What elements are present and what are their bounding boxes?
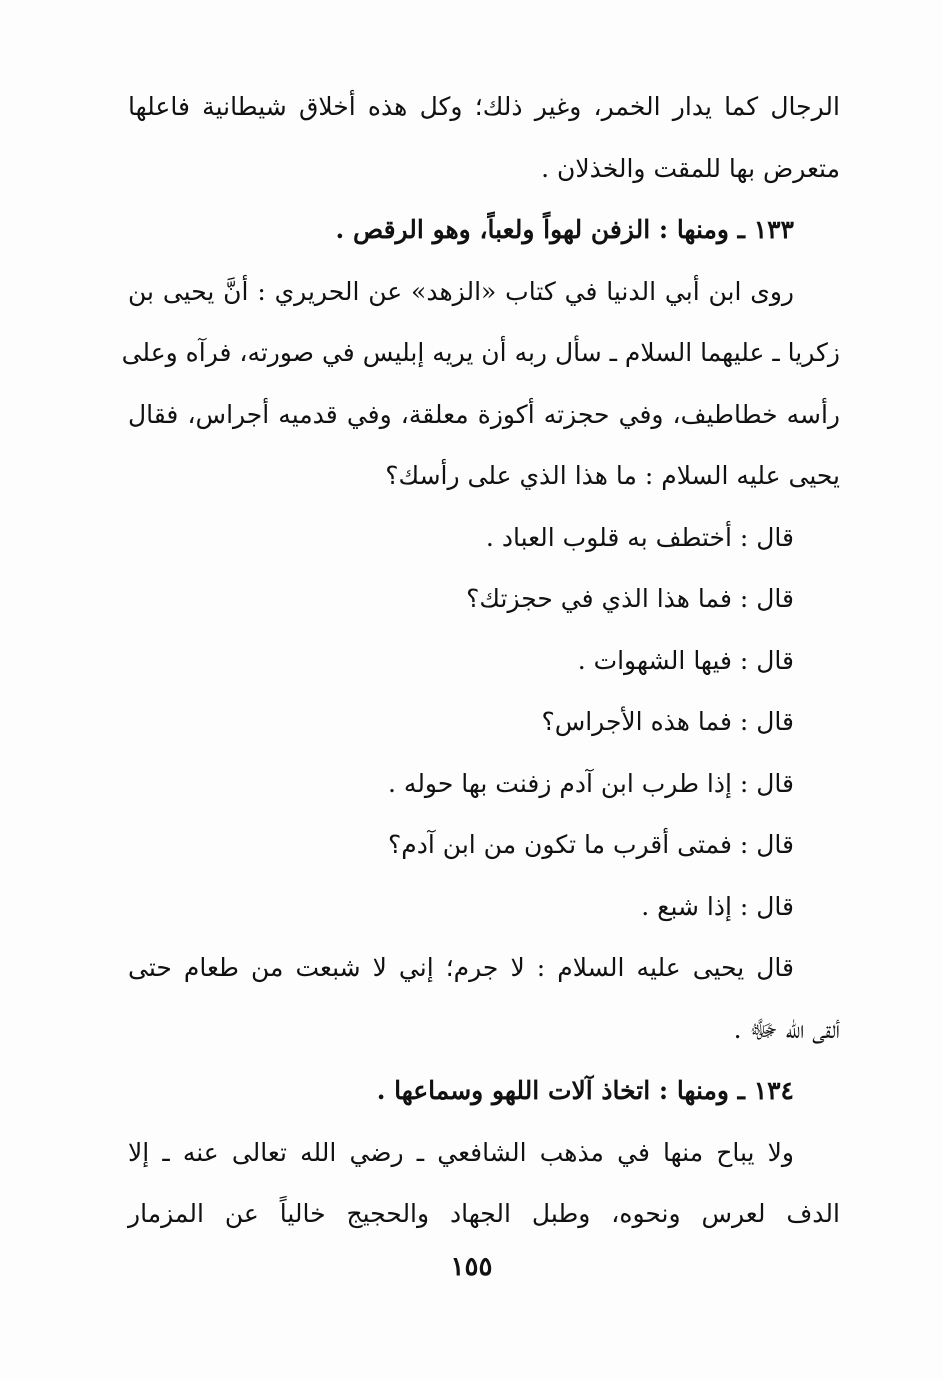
paragraph-line: يحيى عليه السلام : ما هذا الذي على رأسك؟ xyxy=(385,461,840,490)
paragraph-line: زكريا ـ عليهما السلام ـ سأل ربه أن يريه إبليس في صورته، فرآه وعلى xyxy=(121,338,840,367)
body-text xyxy=(121,76,840,1245)
paragraph-line: قال يحيى عليه السلام : لا جرم؛ إني لا شبعت من طعام حتى xyxy=(128,953,794,982)
dialog-line: قال : إذا شبع . xyxy=(641,891,794,921)
paragraph-line: رأسه خطاطيف، وفي حجزته أكوزة معلقة، وفي قدميه أجراس، فقال xyxy=(128,399,840,429)
dialog-line: قال : فمتى أقرب ما تكون من ابن آدم؟ xyxy=(388,830,794,859)
dialog-line: قال : فيها الشهوات . xyxy=(577,645,794,675)
paragraph-line: ألقى الله ﷻ . xyxy=(733,1014,840,1044)
dialog-line: قال : فما هذا الذي في حجزتك؟ xyxy=(466,584,794,613)
paragraph-line: روى ابن أبي الدنيا في كتاب «الزهد» عن الحريري : أنَّ يحيى بن xyxy=(128,276,794,306)
section-heading-134: ١٣٤ ـ ومنها : اتخاذ آلات اللهو وسماعها . xyxy=(376,1076,794,1105)
paragraph-line: متعرض بها للمقت والخذلان . xyxy=(541,153,840,183)
dialog-line: قال : أختطف به قلوب العباد . xyxy=(485,522,794,552)
dialog-line: قال : إذا طرب ابن آدم زفنت بها حوله . xyxy=(388,768,794,798)
paragraph-line: ولا يباح منها في مذهب الشافعي ـ رضي الله تعالى عنه ـ إلا xyxy=(128,1137,794,1167)
paragraph-line: الدف لعرس ونحوه، وطبل الجهاد والحجيج خالياً عن المزمار xyxy=(128,1199,840,1228)
page-number: ١٥٥ xyxy=(450,1252,493,1282)
section-heading-133: ١٣٣ ـ ومنها : الزفن لهواً ولعباً، وهو الرقص . xyxy=(335,215,794,244)
dialog-line: قال : فما هذه الأجراس؟ xyxy=(541,707,794,736)
paragraph-line: الرجال كما يدار الخمر، وغير ذلك؛ وكل هذه أخلاق شيطانية فاعلها xyxy=(128,92,840,121)
